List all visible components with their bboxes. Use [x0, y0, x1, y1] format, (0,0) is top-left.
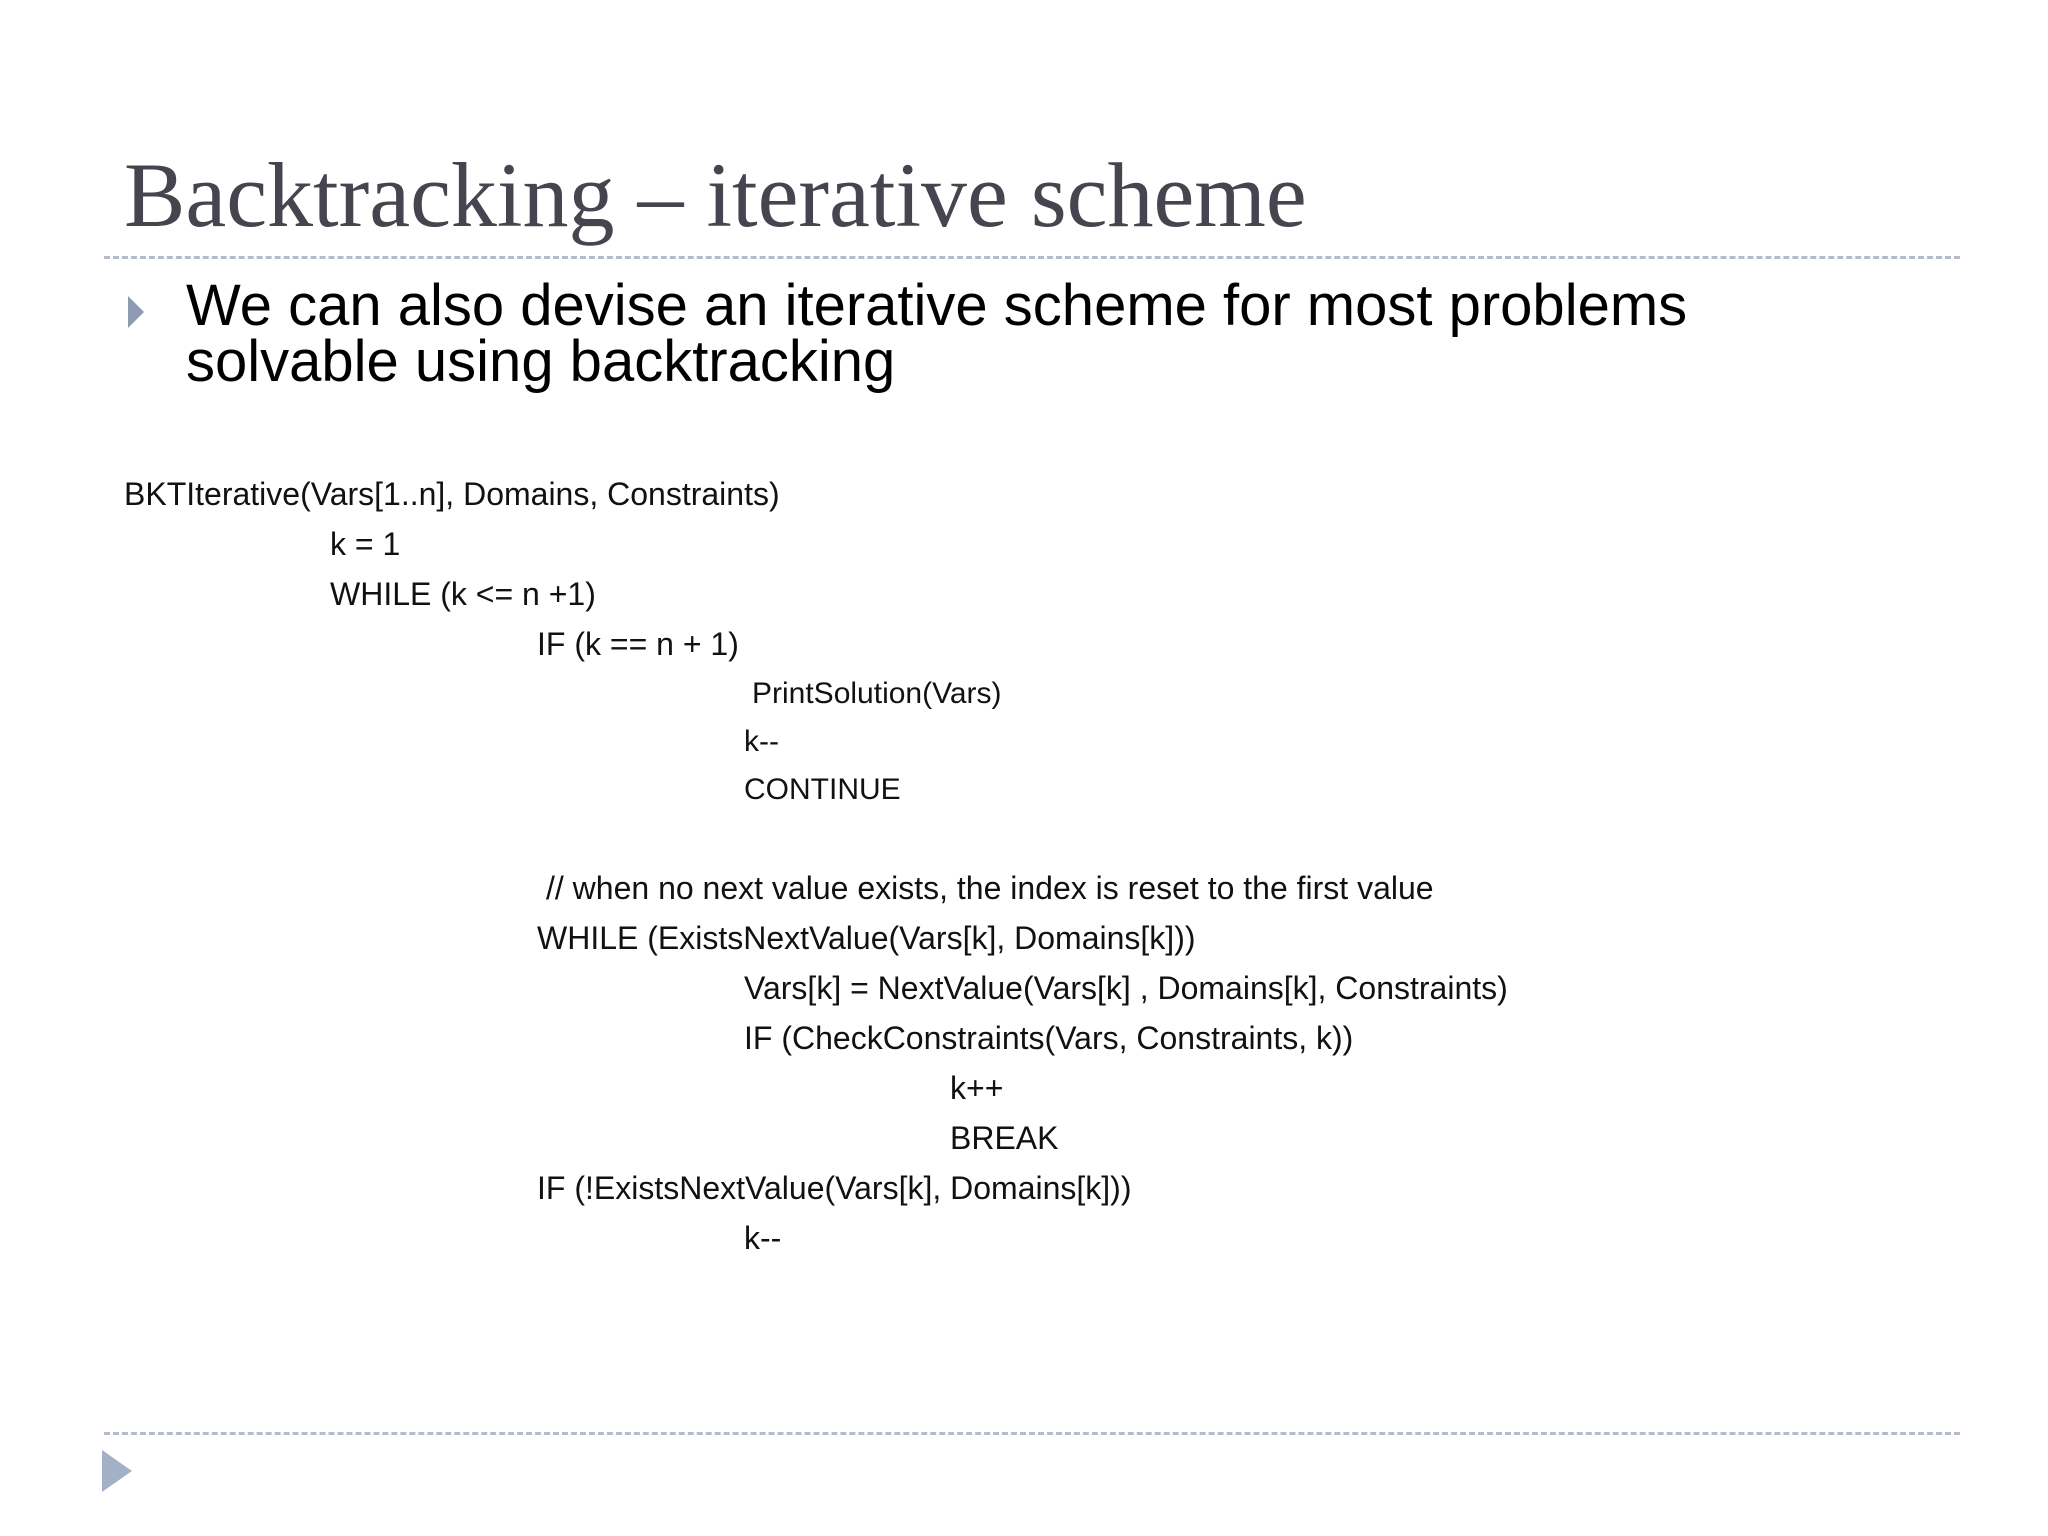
code-line: IF (!ExistsNextValue(Vars[k], Domains[k])) [537, 1170, 1132, 1206]
code-line: Vars[k] = NextValue(Vars[k] , Domains[k], Constraints) [744, 970, 1508, 1006]
code-line: WHILE (ExistsNextValue(Vars[k], Domains[k])) [537, 920, 1196, 956]
code-line: k-- [744, 725, 779, 758]
code-line: WHILE (k <= n +1) [330, 576, 596, 612]
code-line: CONTINUE [744, 773, 901, 806]
triangle-bullet-icon [128, 296, 144, 328]
code-line: IF (CheckConstraints(Vars, Constraints, k)) [744, 1020, 1354, 1056]
code-line: BREAK [950, 1120, 1059, 1156]
code-line: BKTIterative(Vars[1..n], Domains, Constraints) [124, 476, 780, 512]
code-line: PrintSolution(Vars) [752, 677, 1002, 710]
code-line: IF (k == n + 1) [537, 626, 739, 662]
code-line: k = 1 [330, 526, 401, 562]
code-line: k-- [744, 1220, 782, 1256]
next-slide-arrow-icon[interactable] [102, 1450, 132, 1492]
code-line: k++ [950, 1070, 1004, 1106]
bullet-text: We can also devise an iterative scheme for most problems solvable using backtracking [186, 273, 1688, 394]
code-line: // when no next value exists, the index is reset to the first value [546, 870, 1434, 906]
footer-divider [104, 1432, 1960, 1435]
slide-title: Backtracking – iterative scheme [124, 144, 1307, 246]
title-divider [104, 256, 1960, 259]
